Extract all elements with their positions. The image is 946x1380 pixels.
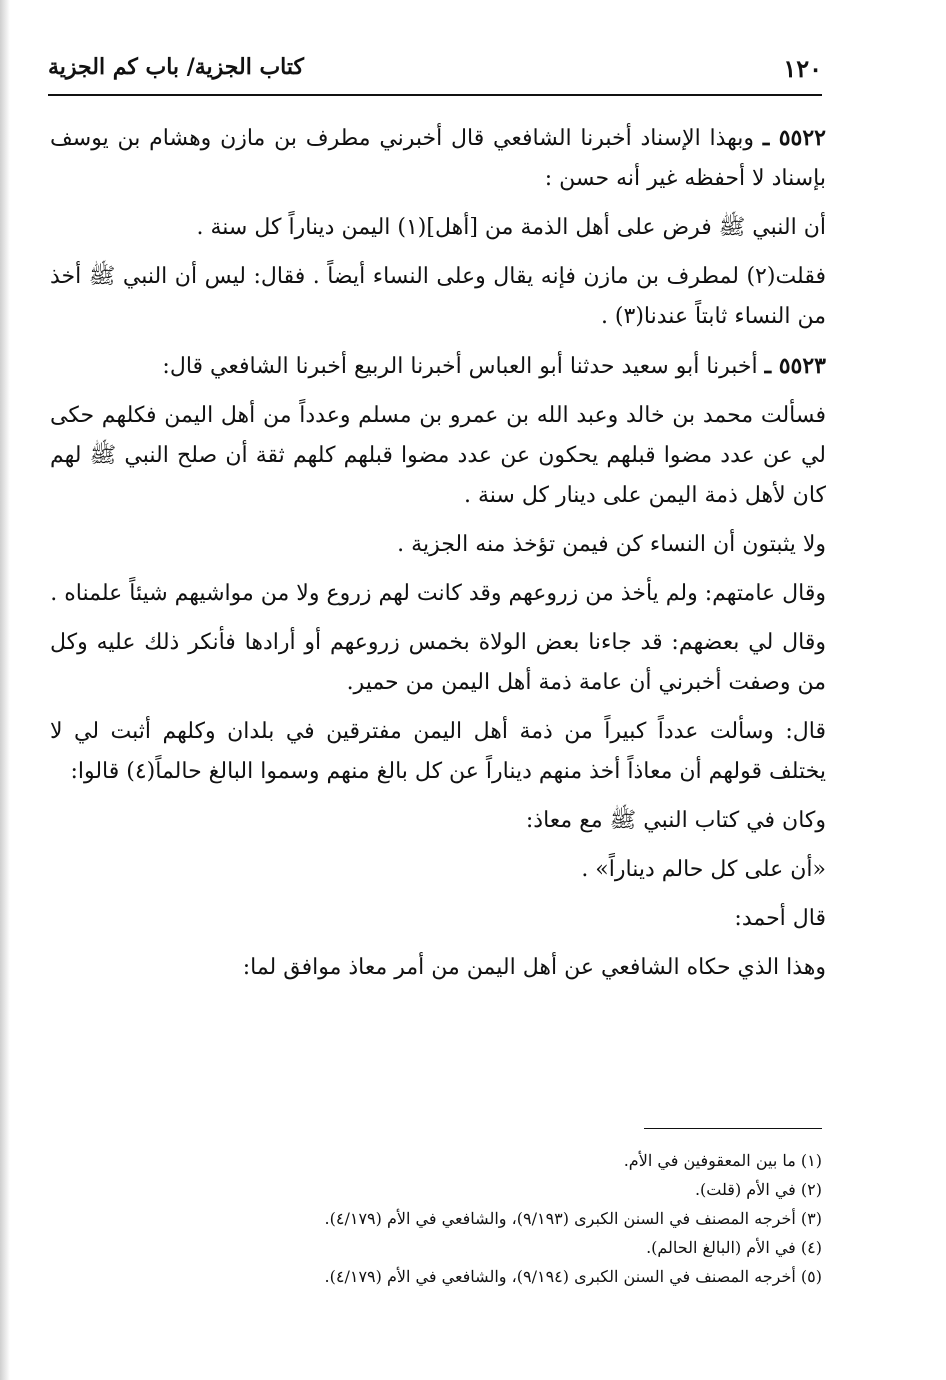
paragraph: قال: وسألت عدداً كبيراً من ذمة أهل اليمن مفترقين في بلدان وكلهم أثبت لي لا يختلف قولهم أن معاذاً أخذ منهم ديناراً عن كل بالغ منهم وسموا البالغ حالماً(٤) قالوا: <box>50 719 826 784</box>
header-rule <box>48 94 822 96</box>
footnotes <box>50 1146 822 1291</box>
hadith-text: وبهذا الإسناد أخبرنا الشافعي قال أخبرني مطرف بن مازن وهشام بن يوسف بإسناد لا أحفظه غير أنه حسن : <box>50 126 826 191</box>
paragraph: فقلت(٢) لمطرف بن مازن فإنه يقال وعلى النساء أيضاً . فقال: ليس أن النبي ﷺ أخذ من النساء ثابتاً عندنا(٣) . <box>50 264 826 329</box>
hadith-number: ٥٥٢٢ ـ <box>762 125 826 151</box>
scan-edge-shadow <box>0 0 10 1380</box>
footnote: (٤) في الأم (البالغ الحالم). <box>646 1238 822 1257</box>
footnote: (١) ما بين المعقوفين في الأم. <box>623 1151 822 1170</box>
footnote: (٣) أخرجه المصنف في السنن الكبرى (٩/١٩٣)، والشافعي في الأم (٤/١٧٩). <box>324 1209 822 1228</box>
footnote: (٢) في الأم (قلت). <box>694 1180 822 1199</box>
paragraph: وقال عامتهم: ولم يأخذ من زروعهم وقد كانت لهم زروع ولا من مواشيهم شيئاً علمناه . <box>50 581 826 606</box>
paragraph: قال أحمد: <box>734 906 826 931</box>
paragraph: أن النبي ﷺ فرض على أهل الذمة من [أهل](١) اليمن ديناراً كل سنة . <box>196 215 826 240</box>
paragraph: وكان في كتاب النبي ﷺ مع معاذ: <box>525 808 826 833</box>
paragraph: وقال لي بعضهم: قد جاءنا بعض الولاة بخمس زروعهم أو أرادها فأنكر ذلك عليه وكل من وصفت أخبرني أن عامة ذمة أهل اليمن من حمير. <box>50 630 826 695</box>
footnote: (٥) أخرجه المصنف في السنن الكبرى (٩/١٩٤)، والشافعي في الأم (٤/١٧٩). <box>324 1267 822 1286</box>
hadith-5522 <box>50 118 826 199</box>
paragraph: ولا يثبتون أن النساء كن فيمن تؤخذ منه الجزية . <box>397 532 826 557</box>
paragraph: وهذا الذي حكاه الشافعي عن أهل اليمن من أمر معاذ موافق لما: <box>242 955 826 980</box>
hadith-text: أخبرنا أبو سعيد حدثنا أبو العباس أخبرنا الربيع أخبرنا الشافعي قال: <box>162 354 765 379</box>
paragraph: فسألت محمد بن خالد وعبد الله بن عمرو بن مسلم وعدداً من أهل اليمن فكلهم حكى لي عن عدد مضوا قبلهم يحكون عن عدد مضوا قبلهم كلهم ثقة أن صلح النبي ﷺ لهم كان لأهل ذمة اليمن على دينار كل سنة . <box>50 403 826 508</box>
hadith-number: ٥٥٢٣ ـ <box>764 353 826 379</box>
paragraph: «أن على كل حالم ديناراً» . <box>581 857 826 882</box>
main-text <box>50 118 826 997</box>
hadith-5523 <box>50 346 826 387</box>
page-header <box>48 50 822 90</box>
footnote-rule <box>644 1128 822 1129</box>
page-number: ١٢٠ <box>783 54 822 83</box>
running-head: كتاب الجزية/ باب كم الجزية <box>48 54 304 80</box>
